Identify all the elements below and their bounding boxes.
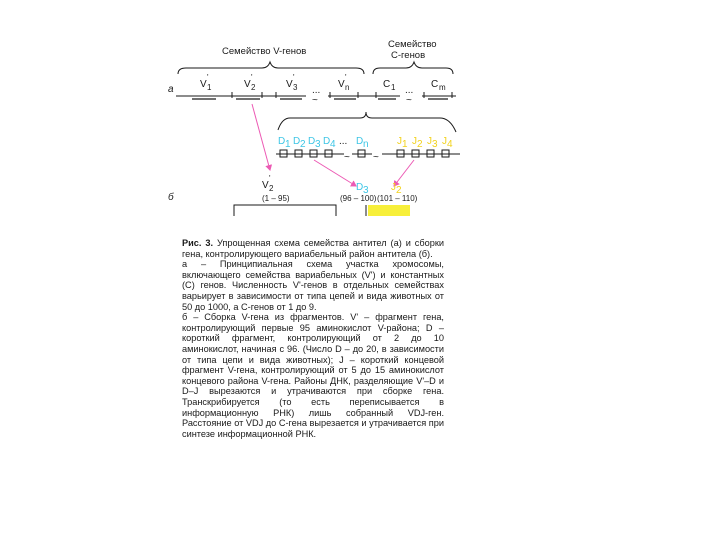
svg-text:J: J <box>427 136 432 147</box>
svg-text:3: 3 <box>363 185 369 196</box>
svg-text:n: n <box>363 139 369 150</box>
c-ellipsis: ... <box>405 85 414 96</box>
svg-text:1: 1 <box>207 83 212 92</box>
svg-text:J: J <box>442 136 447 147</box>
d-segment-labels <box>278 136 369 150</box>
v-range-label: (1 – 95) <box>262 194 290 203</box>
svg-text:': ' <box>293 73 295 82</box>
v1-label <box>200 73 212 92</box>
svg-text:D: D <box>323 136 331 147</box>
d-range-label: (96 – 100) <box>340 194 377 203</box>
tick-marks-a <box>232 92 452 98</box>
c-family-title-line2: С-генов <box>391 50 426 61</box>
svg-text:1: 1 <box>391 83 396 92</box>
svg-text:D: D <box>278 136 286 147</box>
d3-selection-arrow <box>314 160 356 186</box>
svg-text:V: V <box>262 180 269 191</box>
svg-text:2: 2 <box>269 184 274 193</box>
svg-text:V: V <box>200 79 207 90</box>
svg-text:2: 2 <box>396 185 402 196</box>
svg-text:D: D <box>356 182 364 193</box>
svg-text:C: C <box>383 79 391 90</box>
c-break-mark: ~ <box>406 95 412 106</box>
svg-text:3: 3 <box>432 139 438 150</box>
svg-text:m: m <box>439 83 446 92</box>
cm-label <box>431 79 446 92</box>
v2-label <box>244 73 256 92</box>
caption-part-b: б – Сборка V-гена из фрагментов. V' – фрагмент гена, контролирующий первые 95 аминокислот V-района; D – короткий фрагмент, контролирующий от 2 до 10 аминокислот, начиная с 96. (Число D – до 20, в зависимости от типа цепи и вида животных); J – короткий концевой фрагмент V-гена, контролирующий от 5 до 15 аминокислот концевого района V-гена. Районы ДНК, разделяющие V'–D и D–J вырезаются и утрачиваются при сборке гена. Транскрибируется (то есть переписывается в информационную РНК) лишь собранный VDJ-ген. Расстояние от VDJ до C-гена вырезается и утрачивается при синтезе информационной РНК. <box>182 312 444 439</box>
figure-caption <box>182 238 444 439</box>
panel-b-label: б <box>168 192 174 203</box>
dj-break-mark: ~ <box>373 152 379 163</box>
svg-text:J: J <box>412 136 417 147</box>
svg-text:': ' <box>345 73 347 82</box>
svg-text:2: 2 <box>300 139 306 150</box>
svg-text:2: 2 <box>251 83 256 92</box>
j2-selection-arrow <box>394 160 414 186</box>
panel-a-label: а <box>168 84 174 95</box>
svg-text:4: 4 <box>330 139 336 150</box>
v-family-brace <box>178 62 364 74</box>
svg-text:2: 2 <box>417 139 423 150</box>
svg-text:1: 1 <box>285 139 291 150</box>
v2-selection-arrow <box>252 104 270 170</box>
d-break-mark: ~ <box>344 152 350 163</box>
svg-text:3: 3 <box>293 83 298 92</box>
figure-label: Рис. 3. <box>182 238 214 248</box>
svg-text:J: J <box>391 182 396 193</box>
svg-text:...: ... <box>339 136 348 147</box>
svg-text:1: 1 <box>402 139 408 150</box>
svg-text:': ' <box>251 73 253 82</box>
assembled-v-label <box>262 174 274 193</box>
c-family-title-line1: Семейство <box>388 39 437 50</box>
vn-label <box>338 73 349 92</box>
expansion-brace <box>278 112 456 132</box>
v3-label <box>286 73 298 92</box>
svg-text:D: D <box>308 136 316 147</box>
svg-text:V: V <box>338 79 345 90</box>
svg-text:D: D <box>356 136 364 147</box>
svg-text:V: V <box>244 79 251 90</box>
v-break-mark: ~ <box>312 95 318 106</box>
svg-text:': ' <box>269 174 271 183</box>
figure-title: Упрощенная схема семейства антител (а) и сборки гена, контролирующего вариабельный район антитела (б). <box>182 238 445 259</box>
svg-text:4: 4 <box>447 139 453 150</box>
j-range-label: (101 – 110) <box>377 194 418 203</box>
svg-text:V: V <box>286 79 293 90</box>
svg-text:': ' <box>207 73 209 82</box>
svg-text:C: C <box>431 79 439 90</box>
svg-text:3: 3 <box>315 139 321 150</box>
c-family-brace <box>373 62 453 74</box>
v-ellipsis: ... <box>312 85 321 96</box>
svg-text:n: n <box>345 83 350 92</box>
v-family-title: Семейство V-генов <box>222 46 307 57</box>
j-segment-labels <box>397 136 453 150</box>
assembled-j-bar <box>368 205 410 216</box>
assembled-v-segment <box>234 205 336 216</box>
caption-part-a: а – Принципиальная схема участка хромосомы, включающего семейства вариабельных (V') и константных (С) генов. Численность V'-генов в отдельных семействах варьирует в зависимости от типа цепей и вида животных от 50 до 1000, а С-генов от 1 до 9. <box>182 259 444 312</box>
c1-label <box>383 79 396 92</box>
caption-title-paragraph <box>182 238 444 259</box>
svg-text:D: D <box>293 136 301 147</box>
svg-text:J: J <box>397 136 402 147</box>
